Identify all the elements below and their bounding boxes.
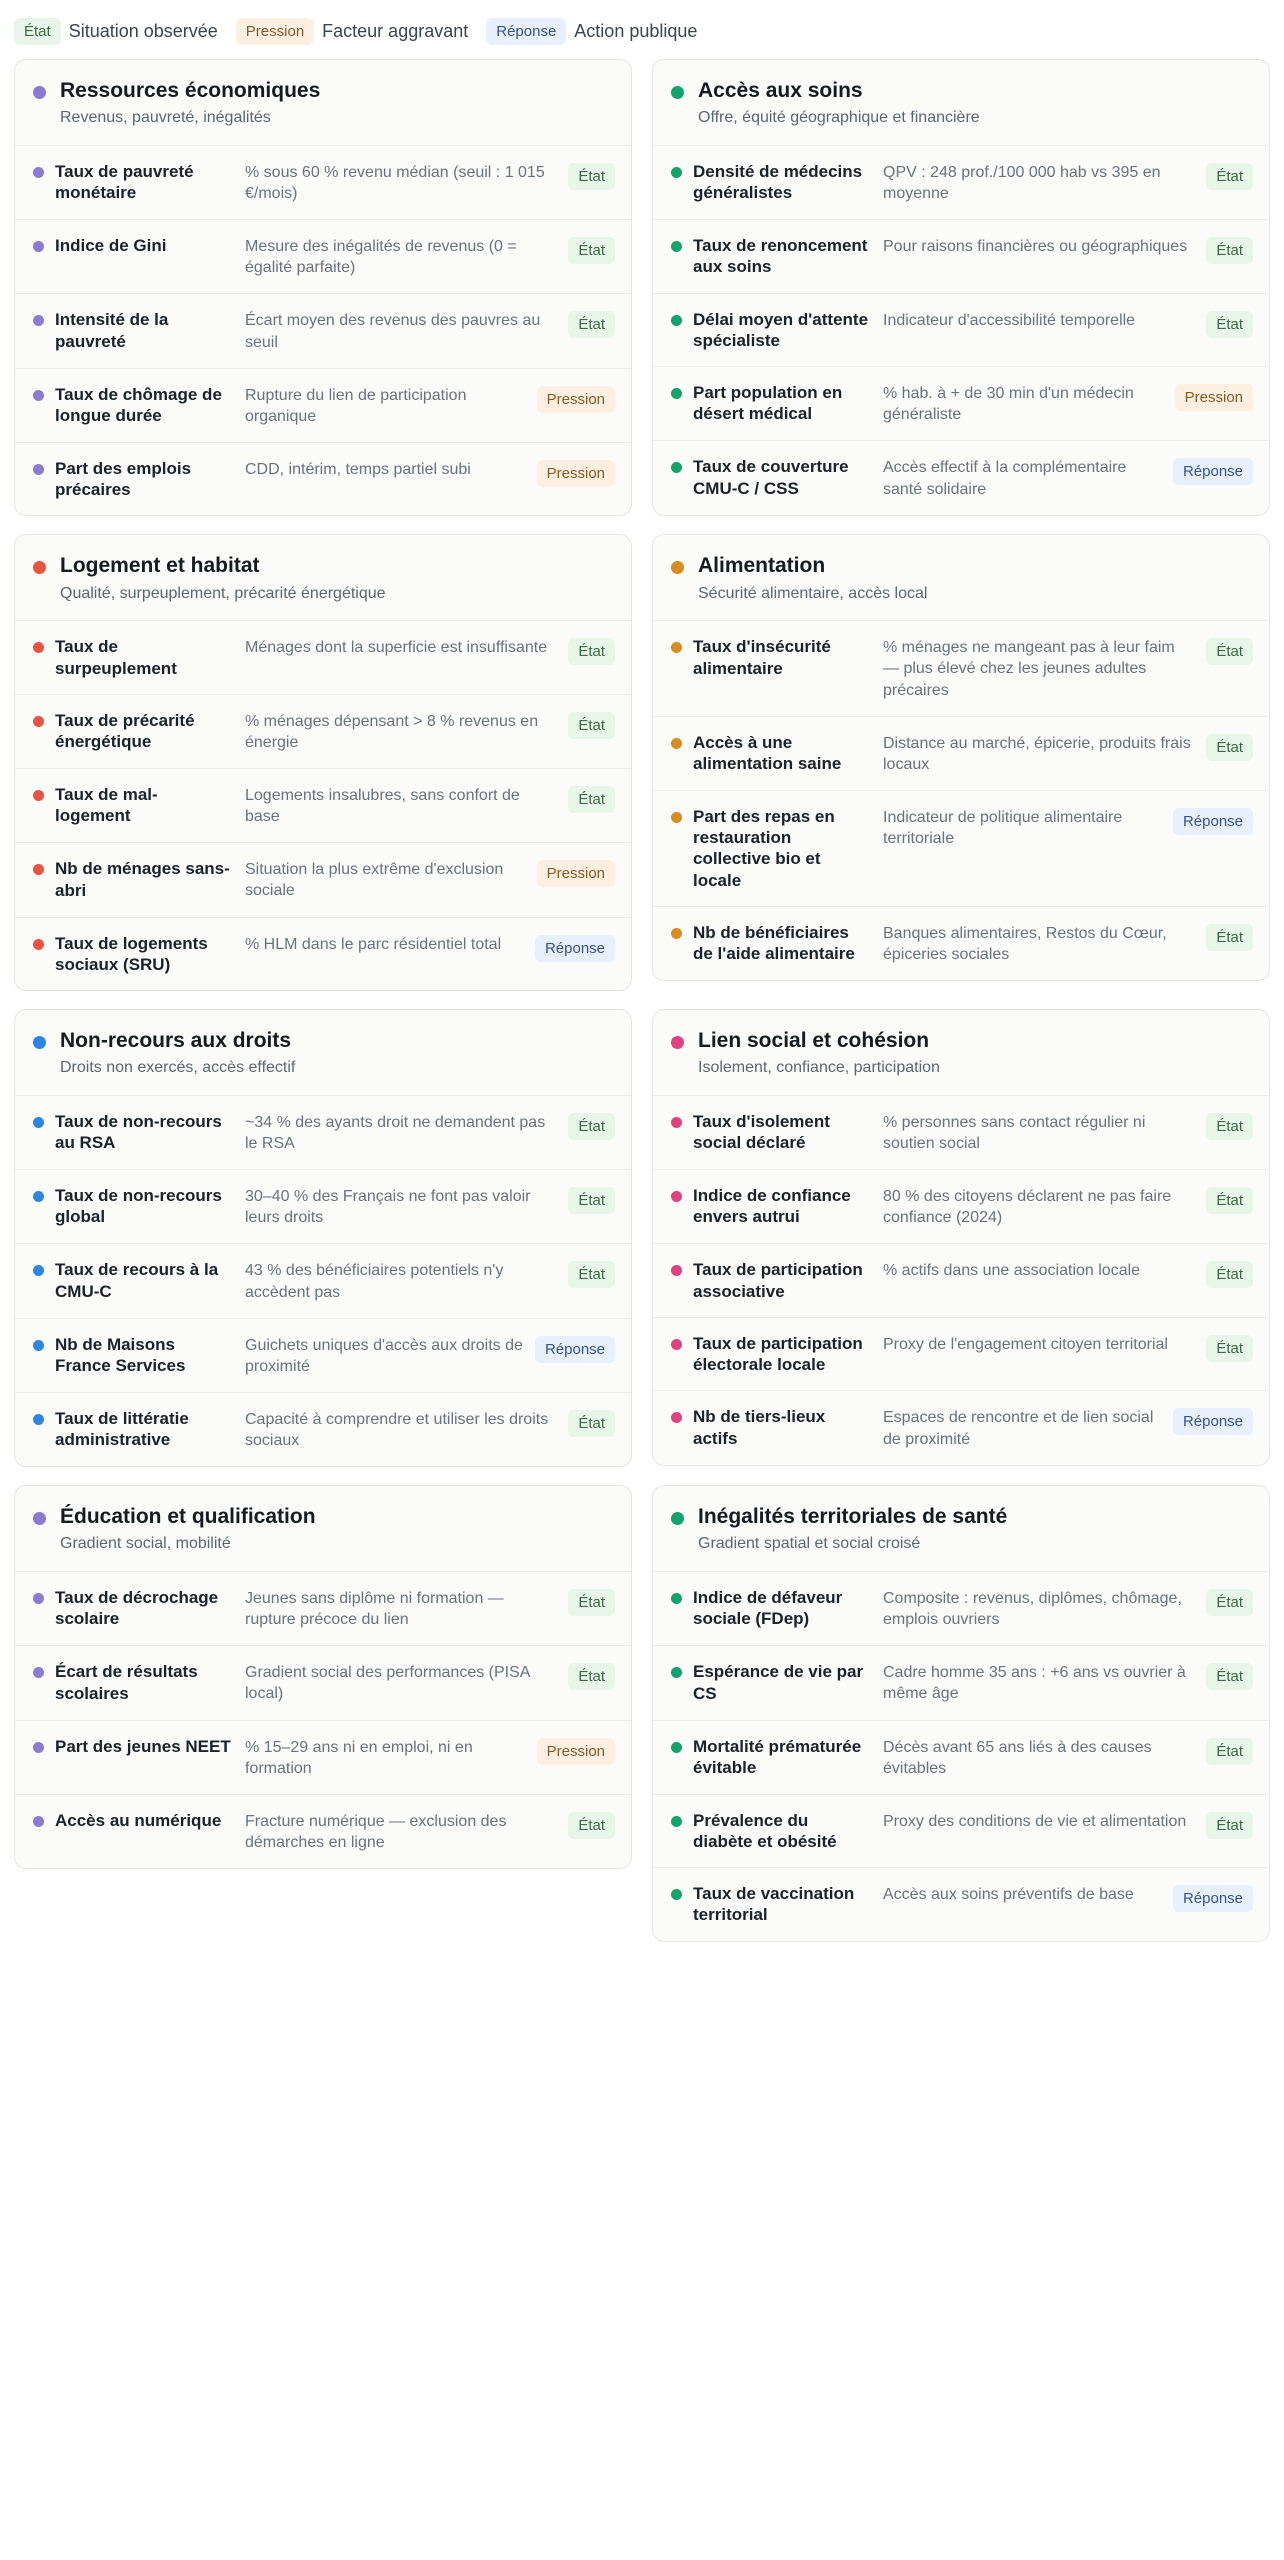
indicator-label: Taux de précarité énergétique	[55, 710, 195, 752]
card-subtitle: Offre, équité géographique et financière	[698, 109, 980, 127]
legend-tag: État	[14, 18, 61, 45]
bullet-dot-icon	[33, 642, 44, 653]
status-badge: Réponse	[1173, 1408, 1253, 1435]
category-dot-icon	[33, 1036, 46, 1049]
indicator-name	[671, 235, 871, 278]
status-badge: Pression	[537, 386, 615, 413]
card-header	[15, 535, 631, 621]
indicator-row	[15, 843, 631, 917]
indicator-description: Situation la plus extrême d'exclusion sociale	[245, 861, 504, 900]
card-title: Logement et habitat	[60, 554, 260, 578]
indicator-row	[653, 791, 1269, 907]
card-header	[15, 1010, 631, 1096]
indicator-name	[671, 382, 871, 425]
indicator-description: Mesure des inégalités de revenus (0 = égalité parfaite)	[245, 238, 517, 277]
indicator-row	[653, 1391, 1269, 1464]
indicator-row	[15, 769, 631, 843]
bullet-dot-icon	[671, 167, 682, 178]
indicator-row	[15, 1244, 631, 1318]
indicator-description: 80 % des citoyens déclarent ne pas faire confiance (2024)	[883, 1188, 1172, 1227]
indicator-row	[653, 1572, 1269, 1646]
status-badge: État	[1206, 1663, 1253, 1690]
card-title: Lien social et cohésion	[698, 1029, 930, 1052]
bullet-dot-icon	[671, 1339, 682, 1350]
indicator-label: Espérance de vie par CS	[693, 1662, 864, 1703]
indicator-label: Part des emplois précaires	[55, 458, 192, 500]
indicator-description: Espaces de rencontre et de lien social de proximité	[883, 1409, 1154, 1448]
indicator-description: Proxy de l'engagement citoyen territorial	[883, 1335, 1168, 1353]
indicator-label: Nb de ménages sans-abri	[55, 859, 230, 900]
indicator-row	[653, 907, 1269, 980]
indicator-label: Écart de résultats scolaires	[55, 1662, 198, 1703]
status-badge: État	[1206, 237, 1253, 264]
card-title: Non-recours aux droits	[60, 1029, 292, 1052]
indicator-description: % personnes sans contact régulier ni soutien social	[883, 1113, 1146, 1153]
indicator-label: Taux de non-recours global	[55, 1186, 222, 1227]
indicator-label: Taux de décrochage scolaire	[55, 1588, 219, 1629]
indicator-name	[33, 1810, 233, 1831]
indicator-description: ~34 % des ayants droit ne demandent pas le RSA	[245, 1113, 546, 1153]
indicator-row	[653, 146, 1269, 220]
status-badge: État	[1206, 734, 1253, 761]
indicator-name	[671, 1111, 871, 1154]
indicator-label: Taux de logements sociaux (SRU)	[55, 933, 208, 974]
bullet-dot-icon	[671, 928, 682, 939]
bullet-dot-icon	[671, 388, 682, 399]
indicator-description: Gradient social des performances (PISA local)	[245, 1664, 530, 1703]
indicator-card	[14, 534, 632, 991]
indicator-name	[671, 1185, 871, 1228]
legend-tag: Pression	[236, 18, 314, 45]
indicator-description: 30–40 % des Français ne font pas valoir leurs droits	[245, 1188, 531, 1227]
status-badge: État	[568, 1261, 615, 1288]
card-header	[653, 1010, 1269, 1096]
category-dot-icon	[671, 86, 684, 99]
indicator-name	[671, 309, 871, 352]
indicator-label: Part population en désert médical	[693, 383, 843, 424]
indicator-row	[653, 717, 1269, 791]
indicator-name	[33, 858, 233, 901]
status-badge: État	[568, 1187, 615, 1214]
indicator-card	[14, 1009, 632, 1467]
card-subtitle: Qualité, surpeuplement, précarité énergétique	[60, 584, 386, 602]
indicator-row	[15, 146, 631, 220]
indicator-card	[14, 59, 632, 516]
indicator-label: Densité de médecins généralistes	[693, 161, 863, 203]
indicator-name	[33, 1736, 233, 1757]
bullet-dot-icon	[671, 738, 682, 749]
indicator-name	[33, 1185, 233, 1228]
indicator-description: Composite : revenus, diplômes, chômage, emplois ouvriers	[883, 1590, 1182, 1629]
indicator-row	[653, 1721, 1269, 1795]
status-badge: Pression	[537, 1738, 615, 1765]
bullet-dot-icon	[671, 1191, 682, 1202]
card-header	[15, 1486, 631, 1572]
category-dot-icon	[33, 1512, 46, 1525]
indicator-row	[15, 695, 631, 769]
card-header	[15, 60, 631, 146]
bullet-dot-icon	[33, 1593, 44, 1604]
indicator-row	[15, 918, 631, 991]
indicator-row	[15, 1572, 631, 1646]
indicator-label: Part des repas en restauration collective bio et locale	[693, 806, 835, 890]
indicator-description: Décès avant 65 ans liés à des causes évitables	[883, 1738, 1152, 1777]
bullet-dot-icon	[671, 1412, 682, 1423]
indicator-name	[33, 235, 233, 256]
indicator-card	[652, 59, 1270, 516]
status-badge: État	[1206, 1738, 1253, 1765]
bullet-dot-icon	[33, 241, 44, 252]
legend-item	[236, 18, 468, 45]
indicator-row	[15, 220, 631, 294]
card-subtitle: Revenus, pauvreté, inégalités	[60, 109, 271, 127]
status-badge: État	[1206, 1335, 1253, 1362]
indicator-name	[671, 1406, 871, 1449]
indicator-description: Fracture numérique — exclusion des démarches en ligne	[245, 1812, 507, 1851]
card-header	[653, 60, 1269, 146]
bullet-dot-icon	[33, 167, 44, 178]
legend-item	[486, 18, 697, 45]
indicator-label: Taux de pauvreté monétaire	[55, 161, 194, 203]
indicator-name	[33, 784, 233, 827]
indicator-row	[15, 1393, 631, 1466]
indicator-row	[15, 1170, 631, 1244]
indicator-description: Indicateur d'accessibilité temporelle	[883, 311, 1136, 329]
indicator-name	[671, 1810, 871, 1853]
status-badge: État	[568, 1812, 615, 1839]
indicator-row	[15, 1096, 631, 1170]
card-title: Ressources économiques	[60, 79, 321, 102]
status-badge: Réponse	[1173, 458, 1253, 485]
indicator-row	[15, 1646, 631, 1720]
status-badge: État	[568, 163, 615, 190]
indicator-row	[653, 294, 1269, 368]
category-dot-icon	[33, 561, 46, 574]
indicator-label: Part des jeunes NEET	[55, 1736, 231, 1756]
indicator-description: % sous 60 % revenu médian (seuil : 1 015 €/mois)	[245, 163, 545, 203]
indicator-name	[33, 384, 233, 427]
indicator-row	[15, 621, 631, 695]
indicator-label: Accès au numérique	[55, 1810, 222, 1830]
bullet-dot-icon	[33, 1265, 44, 1276]
legend	[0, 0, 1284, 59]
indicator-label: Accès à une alimentation saine	[693, 732, 842, 773]
indicator-card-grid	[0, 59, 1284, 1964]
indicator-name	[33, 309, 233, 352]
status-badge: Réponse	[535, 1336, 615, 1363]
indicator-name	[33, 458, 233, 501]
bullet-dot-icon	[33, 790, 44, 801]
indicator-description: QPV : 248 prof./100 000 hab vs 395 en moyenne	[883, 163, 1161, 203]
indicator-label: Taux de non-recours au RSA	[55, 1111, 222, 1153]
indicator-name	[671, 456, 871, 499]
card-subtitle: Droits non exercés, accès effectif	[60, 1059, 296, 1077]
indicator-description: % 15–29 ans ni en emploi, ni en formation	[245, 1738, 473, 1777]
indicator-card	[14, 1485, 632, 1869]
bullet-dot-icon	[671, 812, 682, 823]
indicator-name	[33, 1334, 233, 1377]
indicator-name	[671, 1333, 871, 1376]
indicator-name	[33, 161, 233, 204]
indicator-label: Taux d'insécurité alimentaire	[693, 637, 831, 678]
indicator-name	[671, 636, 871, 679]
bullet-dot-icon	[33, 315, 44, 326]
indicator-name	[671, 732, 871, 775]
indicator-name	[671, 161, 871, 204]
indicator-row	[15, 294, 631, 368]
indicator-description: Pour raisons financières ou géographiques	[883, 238, 1188, 256]
indicator-label: Intensité de la pauvreté	[55, 310, 169, 351]
indicator-description: Ménages dont la superficie est insuffisante	[245, 639, 548, 657]
bullet-dot-icon	[671, 1667, 682, 1678]
indicator-description: Jeunes sans diplôme ni formation — rupture précoce du lien	[245, 1590, 504, 1629]
legend-label: Action publique	[574, 21, 698, 41]
indicator-label: Indice de Gini	[55, 236, 167, 256]
category-dot-icon	[671, 1036, 684, 1049]
indicator-row	[15, 1319, 631, 1393]
indicator-card	[652, 1485, 1270, 1942]
indicator-row	[653, 1646, 1269, 1720]
indicator-description: CDD, intérim, temps partiel subi	[245, 460, 471, 478]
card-title: Inégalités territoriales de santé	[698, 1505, 1008, 1529]
card-subtitle: Isolement, confiance, participation	[698, 1059, 940, 1077]
indicator-name	[671, 1661, 871, 1704]
indicator-label: Taux de surpeuplement	[55, 637, 177, 678]
category-dot-icon	[33, 86, 46, 99]
card-header	[653, 535, 1269, 621]
indicator-row	[653, 1244, 1269, 1318]
bullet-dot-icon	[671, 1742, 682, 1753]
bullet-dot-icon	[33, 1742, 44, 1753]
status-badge: État	[1206, 638, 1253, 665]
indicator-name	[33, 1661, 233, 1704]
bullet-dot-icon	[671, 1593, 682, 1604]
status-badge: État	[1206, 1187, 1253, 1214]
bullet-dot-icon	[671, 1265, 682, 1276]
indicator-label: Indice de confiance envers autrui	[693, 1186, 851, 1227]
indicator-card	[652, 1009, 1270, 1466]
status-badge: État	[1206, 1812, 1253, 1839]
indicator-description: Capacité à comprendre et utiliser les droits sociaux	[245, 1410, 549, 1449]
indicator-description: % ménages ne mangeant pas à leur faim — plus élevé chez les jeunes adultes précaires	[883, 639, 1175, 699]
indicator-label: Taux de couverture CMU-C / CSS	[693, 457, 849, 498]
status-badge: État	[1206, 1589, 1253, 1616]
indicator-name	[671, 806, 871, 891]
indicator-label: Prévalence du diabète et obésité	[693, 1810, 837, 1851]
indicator-description: % hab. à + de 30 min d'un médecin généraliste	[883, 385, 1134, 424]
card-title: Alimentation	[698, 554, 826, 578]
status-badge: Pression	[537, 860, 615, 887]
status-badge: État	[1206, 163, 1253, 190]
indicator-label: Taux d'isolement social déclaré	[693, 1111, 830, 1153]
bullet-dot-icon	[671, 462, 682, 473]
indicator-description: Proxy des conditions de vie et alimentation	[883, 1812, 1187, 1830]
status-badge: État	[568, 237, 615, 264]
status-badge: État	[568, 786, 615, 813]
indicator-description: 43 % des bénéficiaires potentiels n'y accèdent pas	[245, 1262, 504, 1301]
bullet-dot-icon	[33, 1191, 44, 1202]
indicator-row	[15, 443, 631, 516]
legend-label: Facteur aggravant	[322, 21, 469, 41]
status-badge: État	[568, 712, 615, 739]
bullet-dot-icon	[33, 939, 44, 950]
indicator-row	[15, 1795, 631, 1868]
indicator-label: Taux de mal-logement	[55, 785, 158, 826]
indicator-name	[671, 1587, 871, 1630]
indicator-row	[653, 1096, 1269, 1170]
bullet-dot-icon	[33, 464, 44, 475]
indicator-row	[653, 1795, 1269, 1869]
indicator-name	[33, 1259, 233, 1302]
indicator-name	[33, 933, 233, 976]
indicator-label: Délai moyen d'attente spécialiste	[693, 309, 869, 350]
bullet-dot-icon	[33, 1816, 44, 1827]
status-badge: Pression	[537, 460, 615, 487]
indicator-name	[671, 1883, 871, 1926]
status-badge: État	[568, 638, 615, 665]
indicator-row	[653, 220, 1269, 294]
indicator-label: Mortalité prématurée évitable	[693, 1736, 862, 1777]
indicator-description: Logements insalubres, sans confort de base	[245, 787, 520, 826]
status-badge: Pression	[1175, 384, 1253, 411]
bullet-dot-icon	[33, 1340, 44, 1351]
indicator-row	[653, 621, 1269, 716]
bullet-dot-icon	[671, 1889, 682, 1900]
indicator-description: Accès aux soins préventifs de base	[883, 1886, 1134, 1904]
indicator-name	[671, 922, 871, 965]
bullet-dot-icon	[33, 864, 44, 875]
indicator-description: Écart moyen des revenus des pauvres au seuil	[245, 312, 541, 351]
indicator-row	[15, 369, 631, 443]
card-subtitle: Gradient spatial et social croisé	[698, 1535, 921, 1553]
indicator-label: Taux de participation associative	[693, 1260, 863, 1301]
indicator-label: Taux de chômage de longue durée	[55, 384, 222, 425]
category-dot-icon	[671, 561, 684, 574]
indicator-label: Taux de vaccination territorial	[693, 1884, 855, 1925]
bullet-dot-icon	[671, 241, 682, 252]
indicator-description: Banques alimentaires, Restos du Cœur, épiceries sociales	[883, 924, 1167, 963]
indicator-description: Guichets uniques d'accès aux droits de proximité	[245, 1336, 523, 1375]
indicator-row	[15, 1721, 631, 1795]
status-badge: État	[568, 1113, 615, 1140]
status-badge: État	[568, 311, 615, 338]
indicator-label: Nb de tiers-lieux actifs	[693, 1407, 826, 1448]
indicator-description: Cadre homme 35 ans : +6 ans vs ouvrier à même âge	[883, 1664, 1186, 1703]
indicator-description: Indicateur de politique alimentaire territoriale	[883, 808, 1123, 847]
bullet-dot-icon	[33, 1117, 44, 1128]
indicator-label: Taux de participation électorale locale	[693, 1333, 863, 1375]
indicator-name	[671, 1736, 871, 1779]
bullet-dot-icon	[33, 1414, 44, 1425]
bullet-dot-icon	[671, 1816, 682, 1827]
legend-item	[14, 18, 218, 45]
card-subtitle: Gradient social, mobilité	[60, 1535, 231, 1553]
indicator-label: Taux de renoncement aux soins	[693, 236, 868, 277]
indicator-name	[33, 1587, 233, 1630]
status-badge: Réponse	[1173, 808, 1253, 835]
status-badge: Réponse	[535, 935, 615, 962]
indicator-label: Taux de recours à la CMU-C	[55, 1260, 219, 1301]
status-badge: État	[1206, 1261, 1253, 1288]
bullet-dot-icon	[33, 716, 44, 727]
card-title: Accès aux soins	[698, 79, 863, 102]
legend-tag: Réponse	[486, 18, 566, 45]
status-badge: État	[1206, 924, 1253, 951]
bullet-dot-icon	[671, 315, 682, 326]
legend-label: Situation observée	[68, 21, 218, 41]
indicator-name	[33, 710, 233, 753]
indicator-description: % ménages dépensant > 8 % revenus en énergie	[245, 712, 539, 751]
indicator-label: Nb de Maisons France Services	[55, 1334, 186, 1375]
category-dot-icon	[671, 1512, 684, 1525]
bullet-dot-icon	[33, 1667, 44, 1678]
indicator-row	[653, 1868, 1269, 1941]
status-badge: État	[568, 1589, 615, 1616]
indicator-row	[653, 441, 1269, 514]
indicator-row	[653, 1170, 1269, 1244]
indicator-label: Indice de défaveur sociale (FDep)	[693, 1588, 843, 1629]
status-badge: État	[1206, 1113, 1253, 1140]
indicator-description: Rupture du lien de participation organique	[245, 386, 467, 425]
bullet-dot-icon	[671, 642, 682, 653]
card-title: Éducation et qualification	[60, 1505, 316, 1529]
indicator-name	[671, 1259, 871, 1302]
card-subtitle: Sécurité alimentaire, accès local	[698, 584, 928, 602]
indicator-row	[653, 1318, 1269, 1392]
indicator-row	[653, 367, 1269, 441]
card-header	[653, 1486, 1269, 1572]
status-badge: État	[568, 1410, 615, 1437]
indicator-description: Distance au marché, épicerie, produits frais locaux	[883, 734, 1191, 773]
indicator-description: % actifs dans une association locale	[883, 1262, 1141, 1280]
bullet-dot-icon	[671, 1117, 682, 1128]
indicator-description: % HLM dans le parc résidentiel total	[245, 935, 502, 953]
status-badge: Réponse	[1173, 1885, 1253, 1912]
status-badge: État	[568, 1663, 615, 1690]
indicator-label: Taux de littératie administrative	[55, 1408, 189, 1450]
indicator-name	[33, 636, 233, 679]
indicator-card	[652, 534, 1270, 981]
indicator-description: Accès effectif à la complémentaire santé solidaire	[883, 459, 1127, 498]
indicator-name	[33, 1408, 233, 1451]
bullet-dot-icon	[33, 390, 44, 401]
indicator-name	[33, 1111, 233, 1154]
status-badge: État	[1206, 311, 1253, 338]
indicator-label: Nb de bénéficiaires de l'aide alimentaire	[693, 922, 855, 964]
